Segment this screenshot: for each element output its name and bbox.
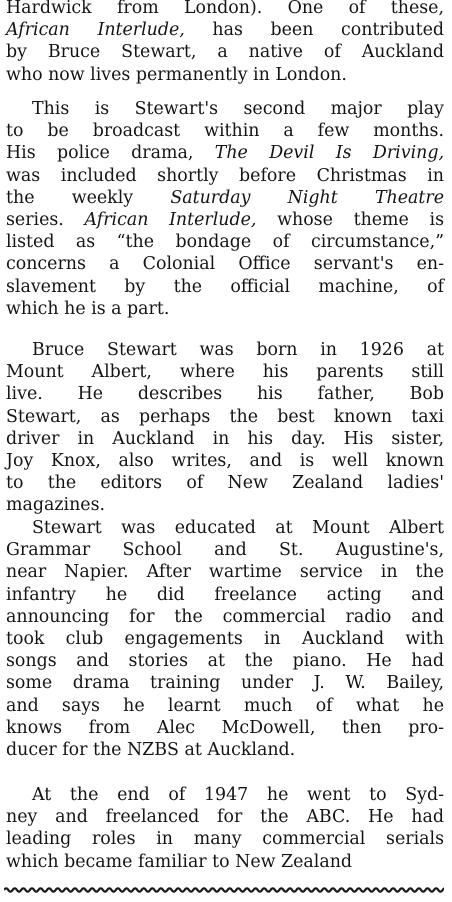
text-line (6, 828, 444, 850)
text-run: knows from Alec McDowell, then pro- (6, 717, 444, 738)
text-line (6, 606, 444, 628)
text-line (6, 672, 444, 694)
paragraph (6, 784, 444, 873)
text-line (6, 19, 444, 41)
text-run: His police drama, (6, 143, 215, 164)
text-run: took club engagements in Auckland with (6, 628, 444, 649)
text-line (6, 695, 444, 717)
text-line (6, 628, 444, 650)
text-line (6, 806, 444, 828)
text-run: driver in Auckland in his day. His sister, (6, 428, 444, 449)
text-run: Joy Knox, also writes, and is well known (6, 450, 444, 471)
text-run: listed as “the bondage of circumstance,” (6, 232, 444, 253)
text-line (6, 584, 444, 606)
text-run: series. (6, 209, 85, 230)
text-run: announcing for the commercial radio and (6, 606, 444, 627)
italic-title: Saturday Night Theatre (170, 187, 444, 208)
text-line (6, 298, 444, 320)
text-line (6, 851, 444, 873)
text-run: has been contributed (184, 20, 445, 41)
text-line (6, 739, 444, 761)
text-line (6, 231, 444, 253)
paragraph (6, 0, 444, 86)
text-line (6, 361, 444, 383)
paragraph (6, 517, 444, 761)
text-run: Hardwick from London). One of these, (6, 0, 444, 18)
text-run: live. He describes his father, Bob (6, 384, 444, 405)
text-line (6, 142, 444, 164)
text-line (6, 120, 444, 142)
text-line (6, 253, 444, 275)
text-run: who now lives permanently in London. (6, 64, 347, 85)
text-run: was included shortly before Christmas in (6, 165, 444, 186)
text-line (6, 472, 444, 494)
italic-title: African Interlude, (84, 209, 257, 230)
text-line (6, 450, 444, 472)
paragraph (6, 339, 444, 517)
text-run: infantry he did freelance acting and (6, 584, 444, 605)
text-line (6, 276, 444, 298)
text-line (6, 784, 444, 806)
text-line (6, 428, 444, 450)
text-line (6, 165, 444, 187)
text-run: Grammar School and St. Augustine's, (6, 540, 444, 561)
text-line (6, 41, 444, 63)
text-line (6, 339, 444, 361)
text-run: which became familiar to New Zealand (6, 851, 353, 872)
text-line (6, 650, 444, 672)
text-run: leading roles in many commercial serials (6, 829, 444, 850)
text-run: ducer for the NZBS at Auckland. (6, 739, 296, 760)
text-run: magazines. (6, 495, 106, 516)
decorative-wavy-rule (4, 884, 444, 896)
text-run: the weekly (6, 187, 171, 208)
text-run: to the editors of New Zealand ladies' (6, 473, 444, 494)
text-line (6, 717, 444, 739)
text-run: concerns a Colonial Office servant's en- (6, 254, 444, 275)
text-run: slavement by the official machine, of (6, 276, 444, 297)
text-line (6, 64, 444, 86)
paragraph (6, 98, 444, 320)
text-line (6, 98, 444, 120)
text-run: Stewart, as perhaps the best known taxi (6, 406, 444, 427)
text-line (6, 383, 444, 405)
text-run: Bruce Stewart was born in 1926 at (32, 340, 444, 360)
text-run: by Bruce Stewart, a native of Auckland (6, 42, 444, 63)
text-run: ney and freelanced for the ABC. He had (6, 807, 444, 828)
text-line (6, 517, 444, 539)
text-line (6, 0, 444, 19)
text-run: Stewart was educated at Mount Albert (32, 518, 444, 538)
text-run: At the end of 1947 he went to Syd- (32, 785, 444, 805)
italic-title: African Interlude, (6, 20, 185, 41)
text-run: some drama training under J. W. Bailey, (6, 673, 444, 694)
text-line (6, 187, 444, 209)
text-run: Mount Albert, where his parents still (6, 362, 444, 383)
text-run: whose theme is (256, 209, 444, 230)
text-run: This is Stewart's second major play (32, 99, 444, 119)
italic-title: The Devil Is Driving, (214, 143, 444, 164)
text-line (6, 209, 444, 231)
text-run: which he is a part. (6, 298, 170, 319)
text-line (6, 561, 444, 583)
text-run: songs and stories at the piano. He had (6, 651, 444, 672)
text-line (6, 494, 444, 516)
text-run: near Napier. After wartime service in the (6, 562, 444, 583)
text-line (6, 406, 444, 428)
text-run: to be broadcast within a few months. (6, 121, 444, 142)
text-line (6, 539, 444, 561)
text-run: and says he learnt much of what he (6, 695, 444, 716)
